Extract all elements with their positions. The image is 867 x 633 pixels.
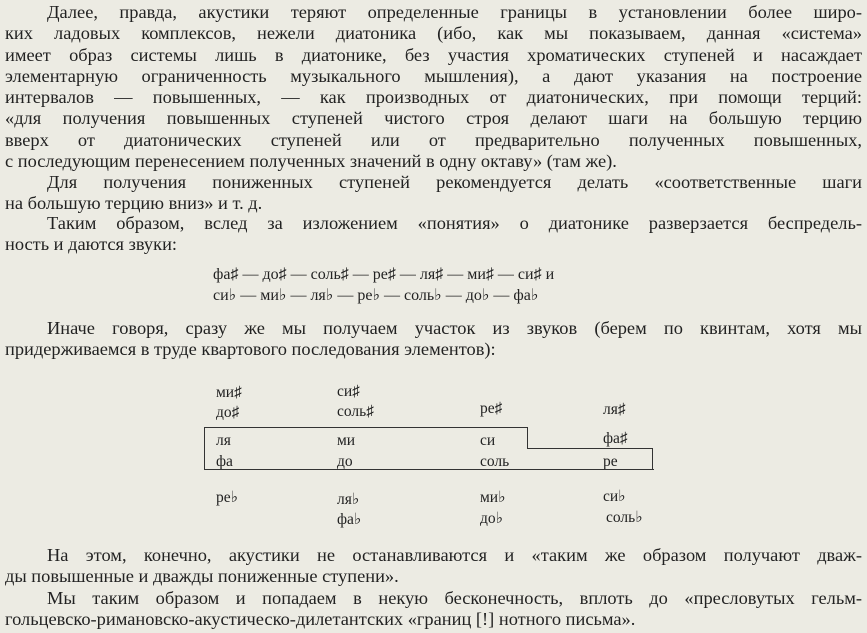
paragraph-2 (5, 172, 862, 215)
paragraph-4-line: Иначе говоря, сразу же мы получаем участок из звуков (берем по квинтам, хотя мы (47, 318, 862, 338)
table-left-rule (204, 427, 205, 470)
paragraph-2-line: Для получения пониженных ступеней рекомендуется делать «соответственные шаги (47, 172, 862, 192)
col2-mid1: ми (337, 432, 356, 449)
paragraph-1-line: имеет образ системы лишь в диатонике, без участия хроматических ступеней и насаждает (5, 44, 862, 65)
col2-top2: соль♯ (337, 403, 374, 420)
paragraph-5 (5, 545, 862, 588)
paragraph-5-line: ды повышенные и дважды пониженные ступени». (5, 566, 399, 587)
col3-mid1: си (480, 432, 496, 449)
sharp-sequence: фа♯ — до♯ — соль♯ — ре♯ — ля♯ — ми♯ — си♯ и (213, 266, 555, 283)
paragraph-1-line: с последующим перенесением полученных значений в одну октаву» (там же). (5, 151, 617, 172)
paragraph-1-line: интервалов — повышенных, — как производных от диатонических, при помощи терций: (5, 87, 862, 108)
col2-bot1: ля♭ (337, 491, 360, 508)
col4-bot2: соль♭ (606, 509, 643, 526)
col4-mid1: фа♯ (603, 430, 628, 447)
paragraph-6 (5, 588, 862, 631)
col1-mid2: фа (216, 453, 233, 470)
col3-mid2: соль (480, 453, 510, 470)
col4-top2: ля♯ (603, 401, 626, 418)
paragraph-5-line: На этом, конечно, акустики не останавливаются и «таким же образом получают дваж- (47, 545, 862, 565)
paragraph-3-line: Таким образом, вслед за изложением «понятия» о диатонике разверзается беспредель- (47, 213, 862, 233)
col1-top1: ми♯ (216, 384, 242, 401)
paragraph-6-line: Мы таким образом и попадаем в некую бесконечность, вплоть до «пресловутых гельм- (47, 588, 862, 608)
paragraph-1-line: «для получения повышенных ступеней чистого строя делают шаги на большую терцию (5, 108, 862, 129)
paragraph-4 (5, 318, 862, 361)
paragraph-2-line: на большую терцию вниз» и т. д. (5, 193, 263, 214)
col1-bot1: ре♭ (216, 489, 238, 506)
paragraph-4-line: придерживаемся в труде квартового последования элементов): (5, 339, 496, 360)
table-bottom-rule (204, 469, 654, 470)
table-right-rule (652, 448, 653, 470)
col3-top2: ре♯ (480, 400, 503, 417)
col4-bot1: си♭ (603, 488, 626, 505)
flat-sequence: си♭ — ми♭ — ля♭ — ре♭ — соль♭ — до♭ — фа♭ (213, 287, 539, 304)
col1-top2: до♯ (216, 404, 240, 421)
col4-mid2: ре (603, 453, 618, 470)
col1-mid1: ля (216, 432, 231, 449)
table-middle-rule (527, 448, 653, 449)
col3-bot2: до♭ (480, 510, 503, 527)
col3-bot1: ми♭ (480, 489, 506, 506)
paragraph-1-line: вверх от диатонических ступеней или от предварительно полученных повышенных, (5, 129, 862, 150)
paragraph-1-line: ких ладовых комплексов, нежели диатоника (ибо, как мы показываем, данная «система» (5, 23, 862, 44)
col2-bot2: фа♭ (337, 511, 362, 528)
paragraph-1-line: элементарную ограниченность музыкального мышления), а дают указания на построение (5, 65, 862, 86)
col2-mid2: до (337, 453, 353, 470)
paragraph-3 (5, 213, 862, 256)
paragraph-3-line: ность и даются звуки: (5, 234, 178, 255)
paragraph-1-line: Далее, правда, акустики теряют определенные границы в установлении более широ- (47, 2, 862, 22)
paragraph-1 (5, 2, 862, 172)
table-step-rule (527, 427, 528, 449)
col2-top1: си♯ (337, 383, 360, 400)
table-top-rule (204, 427, 528, 428)
paragraph-6-line: гольцевско-римановско-акустическо-дилетантских «границ [!] нотного письма». (5, 609, 636, 630)
